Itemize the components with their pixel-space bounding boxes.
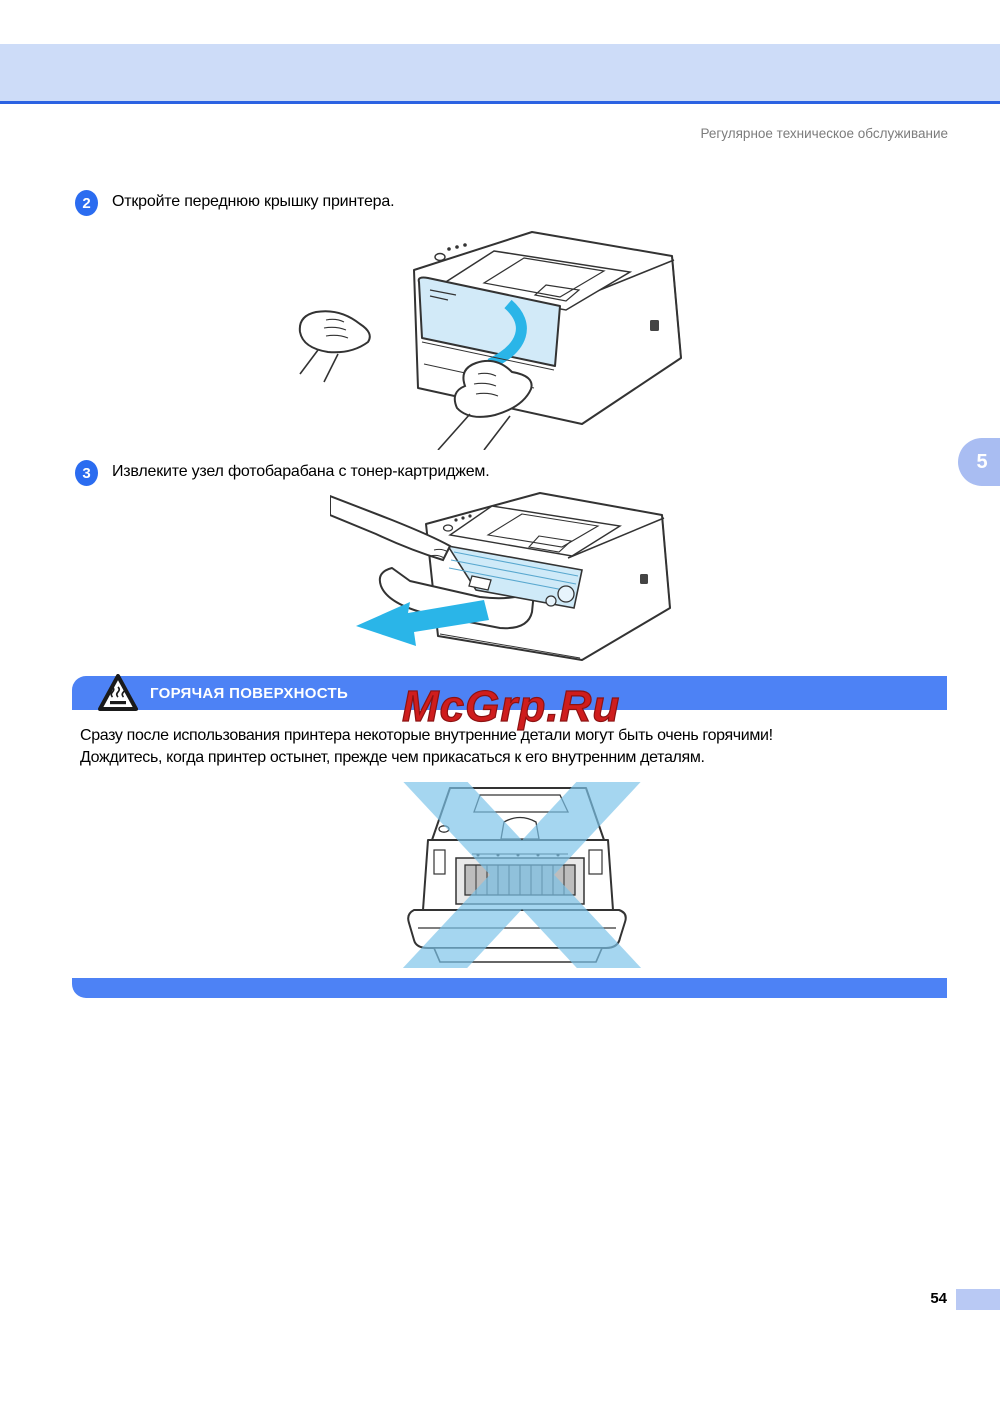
watermark: McGrp.Ru bbox=[402, 682, 621, 731]
chapter-tab: 5 bbox=[958, 438, 1000, 486]
illustration-remove-drum bbox=[330, 488, 692, 666]
hot-surface-icon bbox=[98, 674, 138, 712]
illustration-do-not-touch bbox=[388, 782, 656, 968]
chapter-header-band bbox=[0, 44, 1000, 104]
printer-open-front-cover-with-hands bbox=[298, 224, 718, 450]
page-number-marker bbox=[956, 1289, 1000, 1310]
illustration-open-cover bbox=[298, 224, 718, 450]
step-3-badge: 3 bbox=[75, 460, 98, 486]
printer-remove-drum-unit-with-arrow bbox=[330, 488, 692, 666]
section-end-rule bbox=[72, 978, 947, 998]
warning-body-line1: Сразу после использования принтера некоторые внутренние детали могут быть очень горячими! bbox=[80, 727, 773, 744]
hot-surface-title: ГОРЯЧАЯ ПОВЕРХНОСТЬ bbox=[150, 684, 349, 702]
step-2-text: Откройте переднюю крышку принтера. bbox=[112, 193, 395, 210]
printer-hot-inside-crossed-out bbox=[388, 782, 656, 968]
running-header: Регулярное техническое обслуживание bbox=[700, 126, 948, 141]
step-2 bbox=[75, 190, 394, 216]
step-3 bbox=[75, 460, 489, 486]
step-2-badge: 2 bbox=[75, 190, 98, 216]
step-3-text: Извлеките узел фотобарабана с тонер-картриджем. bbox=[112, 463, 490, 480]
warning-body-line2: Дождитесь, когда принтер остынет, прежде чем прикасаться к его внутренним деталям. bbox=[80, 749, 705, 766]
page-number: 54 bbox=[930, 1290, 947, 1307]
